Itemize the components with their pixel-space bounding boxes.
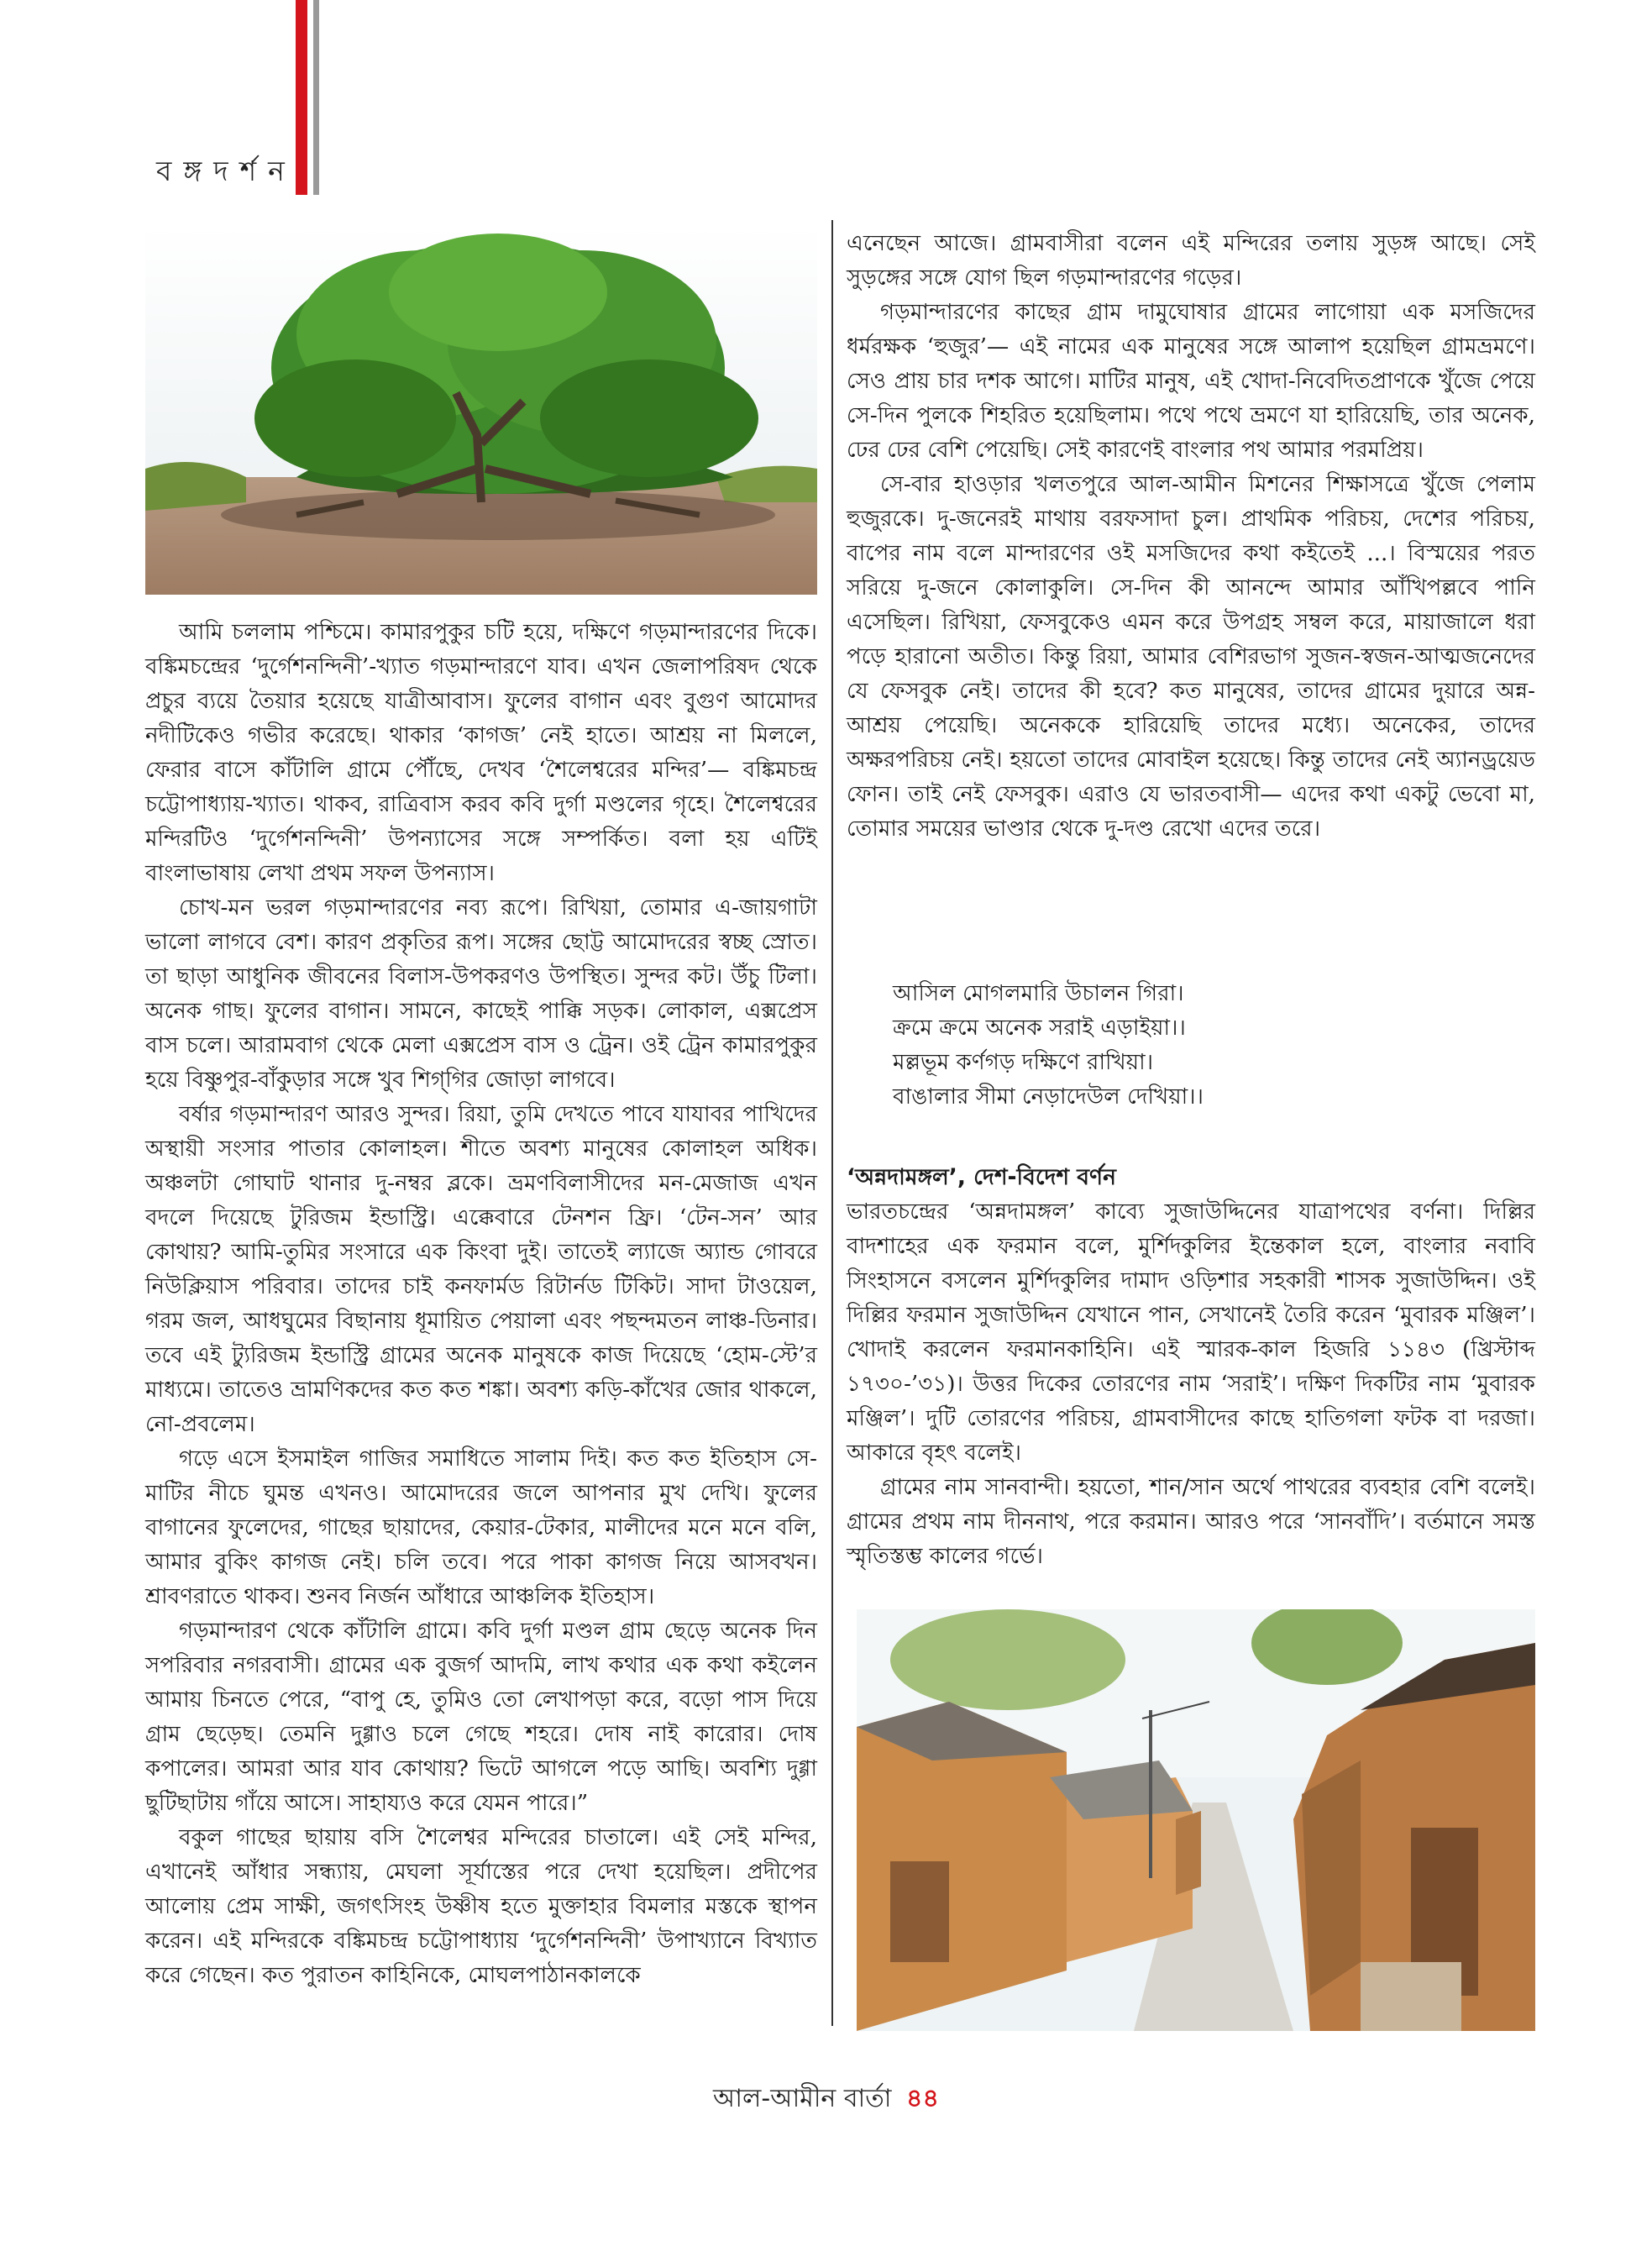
header-red-bar xyxy=(296,0,307,195)
paragraph: চোখ-মন ভরল গড়মান্দারণের নব্য রূপে। রিখিয়া, তোমার এ-জায়গাটা ভালো লাগবে বেশ। কারণ প্রকৃতির রূপ। সঙ্গের ছোট্ট আমোদরের স্বচ্ছ স্রোত। তা ছাড়া আধুনিক জীবনের বিলাস-উপকরণও উপস্থিত। সুন্দর কট। উঁচু টিলা। অনেক গাছ। ফুলের বাগান। সামনে, কাছেই পাক্কি সড়ক। লোকাল, এক্সপ্রেস বাস চলে। আরামবাগ থেকে মেলা এক্সপ্রেস বাস ও ট্রেন। ওই ট্রেন কামারপুকুর হয়ে বিষ্ণুপুর-বাঁকুড়ার সঙ্গে খুব শিগ্‌গির জোড়া লাগবে। xyxy=(145,895,817,1093)
paragraph: বর্ষার গড়মান্দারণ আরও সুন্দর। রিয়া, তুমি দেখতে পাবে যাযাবর পাখিদের অস্থায়ী সংসার পাতার কোলাহল। শীতে অবশ্য মানুষের কোলাহল অধিক। অঞ্চলটা গোঘাট থানার দু-নম্বর ব্লকে। ভ্রমণবিলাসীদের মন-মেজাজ এখন বদলে দিয়েছে টুরিজম ইন্ডাস্ট্রি। এক্কেবারে টেনশন ফ্রি। ‘টেন-সন’ আর কোথায়? আমি-তুমির সংসারে এক কিংবা দুই। তাতেই ল্যাজে অ্যান্ড গোবরে নিউক্লিয়াস পরিবার। তাদের চাই কনফার্মড রিটার্নড টিকিট। সাদা টাওয়েল, গরম জল, আধঘুমের বিছানায় ধূমায়িত পেয়ালা এবং পছন্দমতন লাঞ্চ-ডিনার। তবে এই ট্যুরিজম ইন্ডাস্ট্রি গ্রামের অনেক মানুষকে কাজ দিয়েছে ‘হোম-স্টে’র মাধ্যমে। তাতেও ভ্রামণিকদের কত কত শঙ্কা। অবশ্য কড়ি-কাঁখের জোর থাকলে, নো-প্রবলেম। xyxy=(145,1102,817,1437)
header-grey-bar xyxy=(313,0,319,195)
right-column-text-bottom xyxy=(847,1195,1535,1574)
paragraph: গড়মান্দারণ থেকে কাঁটালি গ্রামে। কবি দুর্গা মণ্ডল গ্রাম ছেড়ে অনেক দিন সপরিবার নগরবাসী। গ্রামের এক বুজর্গ আদমি, লাখ কথার এক কথা কইলেন আমায় চিনতে পেরে, “বাপু হে, তুমিও তো লেখাপড়া করে, বড়ো পাস দিয়ে গ্রাম ছেড়েছ। তেমনি দুগ্গাও চলে গেছে শহরে। দোষ নাই কারোর। দোষ কপালের। আমরা আর যাব কোথায়? ভিটে আগলে পড়ে আছি। অবশ্যি দুগ্গা ছুটিছাটায় গাঁয়ে আসে। সাহায্যও করে যেমন পারে।” xyxy=(145,1619,817,1816)
paragraph: ভারতচন্দ্রের ‘অন্নদামঙ্গল’ কাব্যে সুজাউদ্দিনের যাত্রাপথের বর্ণনা। দিল্লির বাদশাহের এক ফরমান বলে, মুর্শিদকুলির ইন্তেকাল হলে, বাংলার নবাবি সিংহাসনে বসলেন মুর্শিদকুলির দামাদ ওড়িশার সহকারী শাসক সুজাউদ্দিন। ওই দিল্লির ফরমান সুজাউদ্দিন যেখানে পান, সেখানেই তৈরি করেন ‘মুবারক মঞ্জিল’। খোদাই করলেন ফরমানকাহিনি। এই স্মারক-কাল হিজরি ১১৪৩ (খ্রিস্টাব্দ ১৭৩০-’৩১)। উত্তর দিকের তোরণের নাম ‘সরাই’। দক্ষিণ দিকটির নাম ‘মুবারক মঞ্জিল’। দুটি তোরণের পরিচয়, গ্রামবাসীদের কাছে হাতিগলা ফটক বা দরজা। আকারে বৃহৎ বলেই। xyxy=(847,1199,1535,1466)
section-subheading: ‘অন্নদামঙ্গল’, দেশ-বিদেশ বর্ণন xyxy=(847,1164,1116,1190)
verse-line: বাঙালার সীমা নেড়াদেউল দেখিয়া।। xyxy=(893,1084,1204,1110)
paragraph: গড়মান্দারণের কাছের গ্রাম দামুঘোষার গ্রামের লাগোয়া এক মসজিদের ধর্মরক্ষক ‘হুজুর’— এই নামের এক মানুষের সঙ্গে আলাপ হয়েছিল গ্রামভ্রমণে। সেও প্রায় চার দশক আগে। মাটির মানুষ, এই খোদা-নিবেদিতপ্রাণকে খুঁজে পেয়ে সে-দিন পুলকে শিহরিত হয়েছিলাম। পথে পথে ভ্রমণে যা হারিয়েছি, তার অনেক, ঢের ঢের বেশি পেয়েছি। সেই কারণেই বাংলার পথ আমার পরমপ্রিয়। xyxy=(847,300,1535,463)
column-divider xyxy=(831,220,833,2026)
running-head: বঙ্গদর্শন xyxy=(156,155,296,187)
paragraph: আমি চললাম পশ্চিমে। কামারপুকুর চটি হয়ে, দক্ষিণে গড়মান্দারণের দিকে। বঙ্কিমচন্দ্রের ‘দুর্গেশনন্দিনী’-খ্যাত গড়মান্দারণে যাব। এখন জেলাপরিষদ থেকে প্রচুর ব্যয়ে তৈয়ার হয়েছে যাত্রীআবাস। ফুলের বাগান এবং বুগুণ আমোদর নদীটিকেও গভীর করেছে। থাকার ‘কাগজ’ নেই হাতে। আশ্রয় না মিললে, ফেরার বাসে কাঁটালি গ্রামে পৌঁছে, দেখব ‘শৈলেশ্বরের মন্দির’— বঙ্কিমচন্দ্র চট্টোপাধ্যায়-খ্যাত। থাকব, রাত্রিবাস করব কবি দুর্গা মণ্ডলের গৃহে। শৈলেশ্বরের মন্দিরটিও ‘দুর্গেশনন্দিনী’ উপন্যাসের সঙ্গে সম্পর্কিত। বলা হয় এটিই বাংলাভাষায় লেখা প্রথম সফল উপন্যাস। xyxy=(145,620,817,886)
paragraph: গ্রামের নাম সানবান্দী। হয়তো, শান/সান অর্থে পাথরের ব্যবহার বেশি বলেই। গ্রামের প্রথম নাম দীননাথ, পরে করমান। আরও পরে ‘সানবাঁদি’। বর্তমানে সমস্ত স্মৃতিস্তম্ভ কালের গর্ভে। xyxy=(847,1475,1535,1569)
paragraph: গড়ে এসে ইসমাইল গাজির সমাধিতে সালাম দিই। কত কত ইতিহাস সে-মাটির নীচে ঘুমন্ত এখনও। আমোদরের জলে আপনার মুখ দেখি। ফুলের বাগানের ফুলেদের, গাছের ছায়াদের, কেয়ার-টেকার, মালীদের মনে মনে বলি, আমার বুকিং কাগজ নেই। চলি তবে। পরে পাকা কাগজ নিয়ে আসবখন। শ্রাবণরাতে থাকব। শুনব নির্জন আঁধারে আঞ্চলিক ইতিহাস। xyxy=(145,1446,817,1609)
magazine-name: আল-আমীন বার্তা xyxy=(713,2084,892,2113)
verse-line: ক্রমে ক্রমে অনেক সরাই এড়াইয়া।। xyxy=(893,1015,1186,1041)
verse-quote xyxy=(893,977,1204,1115)
left-column-text xyxy=(145,616,817,1993)
paragraph: সে-বার হাওড়ার খলতপুরে আল-আমীন মিশনের শিক্ষাসত্রে খুঁজে পেলাম হুজুরকে। দু-জনেরই মাথায় বরফসাদা চুল। প্রাথমিক পরিচয়, দেশের পরিচয়, বাপের নাম বলে মান্দারণের ওই মসজিদের কথা কইতেই ...। বিস্ময়ের পরত সরিয়ে দু-জনে কোলাকুলি। সে-দিন কী আনন্দে আমার আঁখিপল্লবে পানি এসেছিল। রিখিয়া, ফেসবুকেও এমন করে উপগ্রহ সম্বল করে, মায়াজালে ধরা পড়ে হারানো অতীত। কিন্তু রিয়া, আমার বেশিরভাগ সুজন-স্বজন-আত্মজনেদের যে ফেসবুক নেই। তাদের কী হবে? কত মানুষের, তাদের গ্রামের দুয়ারে অন্ন-আশ্রয় পেয়েছি। অনেককে হারিয়েছি তাদের মধ্যে। অনেকের, তাদের অক্ষরপরিচয় নেই। হয়তো তাদের মোবাইল হয়েছে। কিন্তু তাদের নেই অ্যানড্রয়েড ফোন। তাই নেই ফেসবুক। এরাও যে ভারতবাসী— এদের কথা একটু ভেবো মা, তোমার সময়ের ভাণ্ডার থেকে দু-দণ্ড রেখো এদের তরে। xyxy=(847,472,1535,842)
right-column-text-top xyxy=(847,227,1535,847)
page-footer xyxy=(0,2078,1652,2121)
page-number: ৪৪ xyxy=(906,2084,939,2113)
paragraph: এনেছেন আজে। গ্রামবাসীরা বলেন এই মন্দিরের তলায় সুড়ঙ্গ আছে। সেই সুড়ঙ্গের সঙ্গে যোগ ছিল গড়মান্দারণের গড়ের। xyxy=(847,231,1535,291)
tree-photo xyxy=(145,225,817,595)
paragraph: বকুল গাছের ছায়ায় বসি শৈলেশ্বর মন্দিরের চাতালে। এই সেই মন্দির, এখানেই আঁধার সন্ধ্যায়, মেঘলা সূর্যাস্তের পরে দেখা হয়েছিল। প্রদীপের আলোয় প্রেম সাক্ষী, জগৎসিংহ উষ্ণীষ হতে মুক্তাহার বিমলার মস্তকে স্থাপন করেন। এই মন্দিরকে বঙ্কিমচন্দ্র চট্টোপাধ্যায় ‘দুর্গেশনন্দিনী’ উপাখ্যানে বিখ্যাত করে গেছেন। কত পুরাতন কাহিনিকে, মোঘলপাঠানকালকে xyxy=(145,1825,817,1988)
verse-line: মল্লভূম কর্ণগড় দক্ষিণে রাখিয়া। xyxy=(893,1050,1154,1075)
village-street-photo xyxy=(857,1609,1535,2031)
verse-line: আসিল মোগলমারি উচালন গিরা। xyxy=(893,981,1184,1006)
